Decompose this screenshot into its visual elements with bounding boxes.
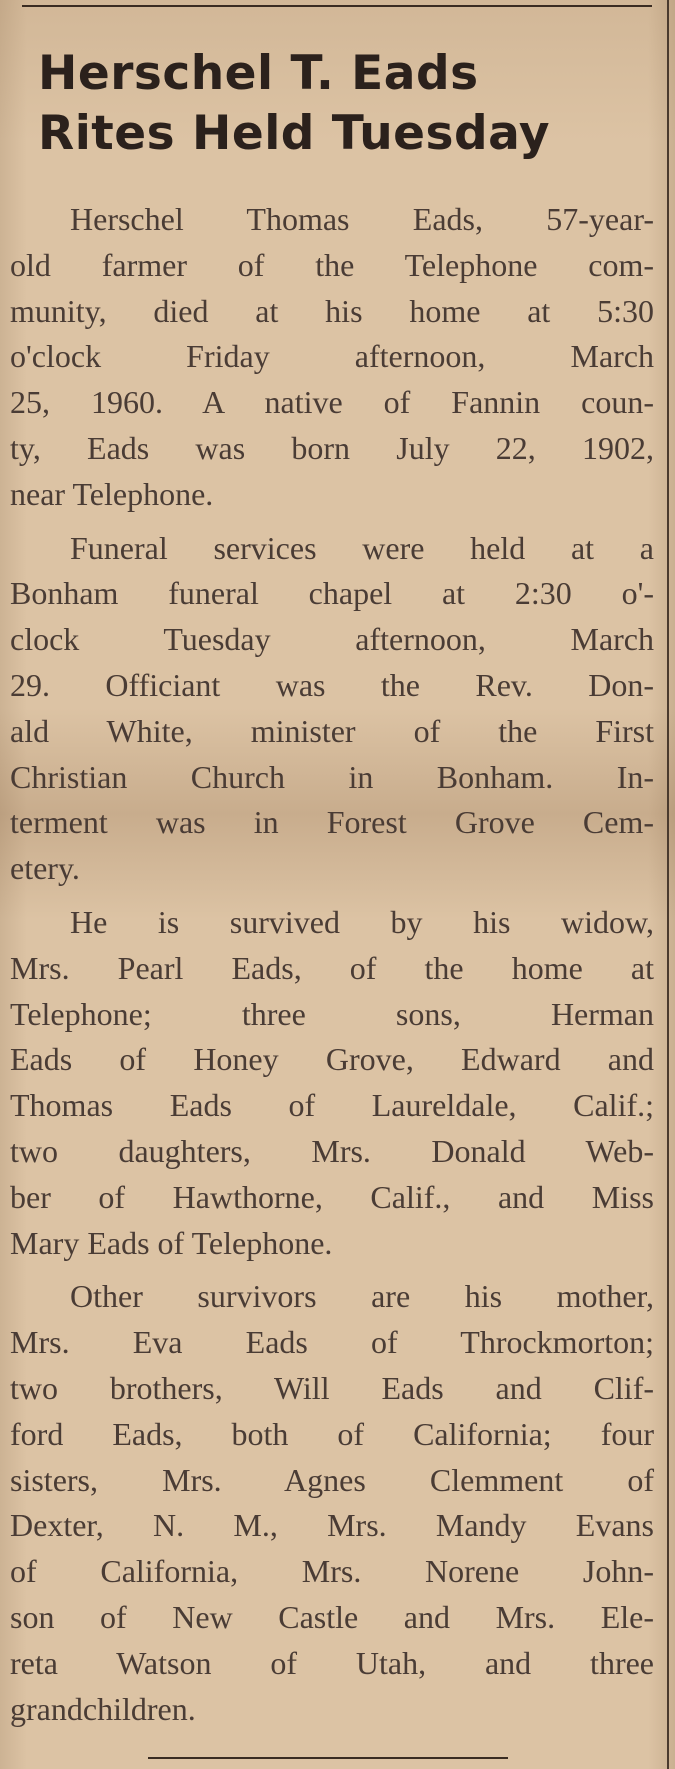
text-line: o'clock Friday afternoon, March: [10, 338, 654, 375]
text-line: two brothers, Will Eads and Clif-: [10, 1369, 654, 1406]
text-line: Eads of Honey Grove, Edward and: [10, 1041, 654, 1078]
text-line: Mrs. Eva Eads of Throckmorton;: [10, 1324, 654, 1361]
text-line: Thomas Eads of Laureldale, Calif.;: [10, 1087, 654, 1124]
text-line: Dexter, N. M., Mrs. Mandy Evans: [10, 1507, 654, 1544]
text-line: Mrs. Pearl Eads, of the home at: [10, 949, 654, 986]
text-line: son of New Castle and Mrs. Ele-: [10, 1598, 654, 1635]
text-line: two daughters, Mrs. Donald Web-: [10, 1132, 654, 1169]
text-line: Herschel Thomas Eads, 57-year-: [70, 201, 654, 237]
text-line: grandchildren.: [10, 1690, 196, 1727]
paragraph-survivors: [10, 900, 654, 1266]
text-line: near Telephone.: [10, 475, 214, 512]
headline-line-1: Herschel T. Eads: [38, 46, 479, 101]
text-line: reta Watson of Utah, and three: [10, 1644, 654, 1681]
text-line: sisters, Mrs. Agnes Clemment of: [10, 1461, 654, 1498]
headline: [38, 44, 658, 164]
text-line: munity, died at his home at 5:30: [10, 292, 654, 329]
text-line: ber of Hawthorne, Calif., and Miss: [10, 1178, 654, 1215]
paragraph-death-notice: [10, 197, 654, 518]
text-line: Mary Eads of Telephone.: [10, 1224, 333, 1261]
text-line: Telephone; three sons, Herman: [10, 995, 654, 1032]
text-line: ty, Eads was born July 22, 1902,: [10, 429, 654, 466]
paragraph-funeral-services: [10, 526, 654, 892]
text-line: Bonham funeral chapel at 2:30 o'-: [10, 575, 654, 612]
text-line: ford Eads, both of California; four: [10, 1415, 654, 1452]
text-line: old farmer of the Telephone com-: [10, 246, 654, 283]
text-line: 29. Officiant was the Rev. Don-: [10, 666, 654, 703]
text-line: etery.: [10, 850, 80, 887]
top-column-rule: [22, 5, 652, 7]
text-line: Funeral services were held at a: [70, 529, 654, 566]
text-line: terment was in Forest Grove Cem-: [10, 804, 654, 841]
text-line: ald White, minister of the First: [10, 712, 654, 749]
text-line: Other survivors are his mother,: [70, 1278, 654, 1315]
headline-line-2: Rites Held Tuesday: [38, 106, 551, 161]
paragraph-other-survivors: [10, 1274, 654, 1732]
bottom-end-rule: [148, 1757, 508, 1759]
text-line: of California, Mrs. Norene John-: [10, 1553, 654, 1590]
article-body: [10, 197, 654, 1732]
text-line: Christian Church in Bonham. In-: [10, 758, 654, 795]
text-line: clock Tuesday afternoon, March: [10, 621, 654, 658]
text-line: He is survived by his widow,: [70, 903, 654, 940]
right-column-rule: [667, 0, 669, 1769]
text-line: 25, 1960. A native of Fannin coun-: [10, 384, 654, 421]
